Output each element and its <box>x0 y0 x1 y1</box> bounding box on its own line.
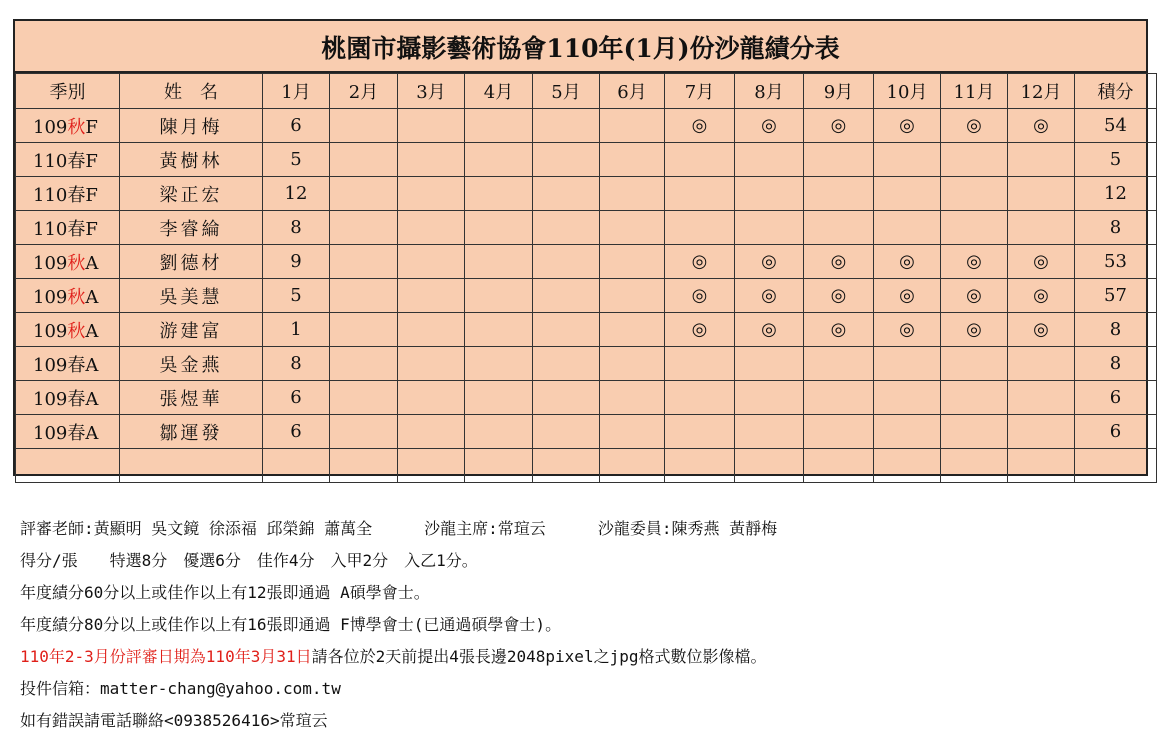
total-score: 57 <box>1075 279 1157 313</box>
member-name: 游建富 <box>120 313 263 347</box>
month-score <box>735 143 804 177</box>
pass-mark: ◎ <box>874 245 941 279</box>
month-score <box>600 313 665 347</box>
deadline-instructions-text: 請各位於2天前提出4張長邊2048pixel之jpg格式數位影像檔。 <box>311 647 767 666</box>
pass-mark: ◎ <box>804 279 874 313</box>
column-header: 4月 <box>465 74 533 109</box>
member-name: 吳美慧 <box>120 279 263 313</box>
column-header: 12月 <box>1008 74 1075 109</box>
column-header: 5月 <box>533 74 600 109</box>
month-score <box>874 211 941 245</box>
month-score <box>398 211 465 245</box>
month-score <box>330 143 398 177</box>
pass-mark: ◎ <box>941 313 1008 347</box>
empty-cell <box>120 449 263 483</box>
month-score <box>600 245 665 279</box>
month-score <box>665 347 735 381</box>
month-score <box>941 415 1008 449</box>
empty-cell <box>735 449 804 483</box>
rule-a-line: 年度績分60分以上或佳作以上有12張即通過 A碩學會士。 <box>20 583 430 602</box>
season-cell <box>16 381 120 415</box>
month-score <box>941 143 1008 177</box>
table-row <box>16 177 1157 211</box>
month-score <box>874 415 941 449</box>
contact-line: 如有錯誤請電話聯絡<0938526416>常瑄云 <box>20 711 328 730</box>
table-row <box>16 313 1157 347</box>
pass-mark: ◎ <box>874 279 941 313</box>
month-score <box>600 347 665 381</box>
table-row <box>16 347 1157 381</box>
season-cell <box>16 245 120 279</box>
season-term: 春 <box>67 218 86 240</box>
month-score <box>804 415 874 449</box>
month-score <box>465 313 533 347</box>
season-year: 109 <box>33 388 68 410</box>
month-score <box>465 109 533 143</box>
month-score: 8 <box>263 347 330 381</box>
season-cell <box>16 279 120 313</box>
judges-text: 評審老師:黃顯明 吳文鏡 徐添福 邱榮錦 蕭萬全 <box>20 519 373 538</box>
season-class: A <box>85 354 99 376</box>
month-score <box>804 143 874 177</box>
month-score <box>330 211 398 245</box>
empty-cell <box>1008 449 1075 483</box>
pass-mark: ◎ <box>941 109 1008 143</box>
month-score <box>533 381 600 415</box>
column-header: 6月 <box>600 74 665 109</box>
table-row <box>16 211 1157 245</box>
deadline-line <box>20 641 1150 673</box>
empty-cell <box>533 449 600 483</box>
member-name: 劉德材 <box>120 245 263 279</box>
season-term: 秋 <box>67 286 86 308</box>
month-score <box>735 415 804 449</box>
month-score <box>465 347 533 381</box>
month-score <box>533 143 600 177</box>
pass-mark: ◎ <box>1008 313 1075 347</box>
column-header: 季別 <box>16 74 120 109</box>
month-score <box>600 211 665 245</box>
season-cell <box>16 109 120 143</box>
month-score <box>330 313 398 347</box>
pass-mark: ◎ <box>735 109 804 143</box>
season-term: 春 <box>67 150 86 172</box>
month-score <box>1008 211 1075 245</box>
month-score <box>465 245 533 279</box>
month-score <box>1008 143 1075 177</box>
month-score <box>600 415 665 449</box>
total-score: 8 <box>1075 211 1157 245</box>
table-row <box>16 245 1157 279</box>
month-score <box>600 381 665 415</box>
pass-mark: ◎ <box>874 109 941 143</box>
empty-cell <box>600 449 665 483</box>
season-year: 109 <box>33 286 68 308</box>
month-score <box>330 381 398 415</box>
month-score <box>600 109 665 143</box>
pass-mark: ◎ <box>665 109 735 143</box>
month-score <box>874 143 941 177</box>
empty-cell <box>263 449 330 483</box>
month-score <box>533 211 600 245</box>
empty-cell <box>398 449 465 483</box>
month-score <box>533 279 600 313</box>
table-row <box>16 143 1157 177</box>
month-score <box>398 415 465 449</box>
season-term: 春 <box>67 388 86 410</box>
month-score <box>665 415 735 449</box>
total-score: 6 <box>1075 381 1157 415</box>
month-score <box>1008 415 1075 449</box>
month-score <box>665 381 735 415</box>
total-score: 5 <box>1075 143 1157 177</box>
month-score <box>600 177 665 211</box>
season-year: 110 <box>33 184 68 206</box>
empty-row <box>16 449 1157 483</box>
season-term: 春 <box>67 184 86 206</box>
total-score: 8 <box>1075 313 1157 347</box>
member-name: 梁正宏 <box>120 177 263 211</box>
month-score <box>330 177 398 211</box>
season-year: 109 <box>33 116 68 138</box>
month-score <box>465 177 533 211</box>
month-score <box>533 245 600 279</box>
column-header: 7月 <box>665 74 735 109</box>
pass-mark: ◎ <box>804 245 874 279</box>
season-term: 秋 <box>67 252 86 274</box>
season-class: F <box>85 184 98 206</box>
month-score <box>874 177 941 211</box>
column-header: 9月 <box>804 74 874 109</box>
season-class: A <box>85 252 99 274</box>
column-header: 積分 <box>1075 74 1157 109</box>
month-score <box>941 177 1008 211</box>
month-score <box>735 381 804 415</box>
column-header: 8月 <box>735 74 804 109</box>
month-score <box>735 177 804 211</box>
season-year: 109 <box>33 252 68 274</box>
pass-mark: ◎ <box>804 313 874 347</box>
month-score <box>465 143 533 177</box>
month-score: 12 <box>263 177 330 211</box>
month-score <box>465 211 533 245</box>
month-score <box>398 313 465 347</box>
score-table <box>15 73 1157 483</box>
deadline-date-text: 110年2-3月份評審日期為110年3月31日 <box>20 647 312 666</box>
pass-mark: ◎ <box>735 245 804 279</box>
season-cell <box>16 177 120 211</box>
pass-mark: ◎ <box>804 109 874 143</box>
table-row <box>16 279 1157 313</box>
column-header: 10月 <box>874 74 941 109</box>
table-header-row <box>16 74 1157 109</box>
member-name: 張煜華 <box>120 381 263 415</box>
chair-text: 沙龍主席:常瑄云 <box>424 519 546 538</box>
month-score <box>330 109 398 143</box>
sheet-title: 桃園市攝影藝術協會110年(1月)份沙龍績分表 <box>15 21 1146 73</box>
season-term: 秋 <box>67 116 86 138</box>
month-score <box>665 177 735 211</box>
member-name: 吳金燕 <box>120 347 263 381</box>
month-score <box>398 381 465 415</box>
month-score <box>465 415 533 449</box>
month-score <box>330 347 398 381</box>
pass-mark: ◎ <box>665 245 735 279</box>
table-row <box>16 415 1157 449</box>
month-score <box>330 415 398 449</box>
month-score <box>874 347 941 381</box>
month-score <box>330 245 398 279</box>
table-row <box>16 109 1157 143</box>
rule-f-line: 年度績分80分以上或佳作以上有16張即通過 F博學會士(已通過碩學會士)。 <box>20 615 562 634</box>
month-score <box>398 143 465 177</box>
season-class: A <box>85 286 99 308</box>
month-score: 5 <box>263 279 330 313</box>
season-class: A <box>85 388 99 410</box>
month-score <box>735 347 804 381</box>
season-class: F <box>85 218 98 240</box>
month-score <box>735 211 804 245</box>
month-score: 6 <box>263 381 330 415</box>
pass-mark: ◎ <box>665 279 735 313</box>
staff-line <box>20 513 1150 545</box>
month-score <box>941 381 1008 415</box>
pass-mark: ◎ <box>1008 245 1075 279</box>
month-score <box>665 211 735 245</box>
notes-section <box>20 513 1150 737</box>
season-term: 春 <box>67 422 86 444</box>
empty-cell <box>874 449 941 483</box>
total-score: 8 <box>1075 347 1157 381</box>
total-score: 6 <box>1075 415 1157 449</box>
pass-mark: ◎ <box>735 279 804 313</box>
month-score <box>874 381 941 415</box>
month-score <box>533 415 600 449</box>
month-score <box>465 381 533 415</box>
pass-mark: ◎ <box>941 279 1008 313</box>
committee-text: 沙龍委員:陳秀燕 黃靜梅 <box>597 519 778 538</box>
total-score: 54 <box>1075 109 1157 143</box>
month-score: 6 <box>263 415 330 449</box>
empty-cell <box>665 449 735 483</box>
month-score <box>533 109 600 143</box>
month-score <box>941 211 1008 245</box>
month-score <box>533 313 600 347</box>
season-class: A <box>85 422 99 444</box>
member-name: 李睿綸 <box>120 211 263 245</box>
month-score: 6 <box>263 109 330 143</box>
empty-cell <box>804 449 874 483</box>
pass-mark: ◎ <box>665 313 735 347</box>
pass-mark: ◎ <box>1008 279 1075 313</box>
month-score <box>398 279 465 313</box>
column-header: 11月 <box>941 74 1008 109</box>
season-term: 秋 <box>67 320 86 342</box>
month-score <box>533 177 600 211</box>
month-score <box>398 245 465 279</box>
empty-cell <box>941 449 1008 483</box>
season-class: A <box>85 320 99 342</box>
season-cell <box>16 415 120 449</box>
pass-mark: ◎ <box>735 313 804 347</box>
month-score <box>804 347 874 381</box>
month-score <box>941 347 1008 381</box>
column-header: 2月 <box>330 74 398 109</box>
column-header: 3月 <box>398 74 465 109</box>
season-year: 109 <box>33 320 68 342</box>
pass-mark: ◎ <box>874 313 941 347</box>
email-line: 投件信箱：matter-chang@yahoo.com.tw <box>20 679 341 698</box>
month-score <box>398 177 465 211</box>
month-score <box>398 347 465 381</box>
season-year: 110 <box>33 150 68 172</box>
month-score <box>600 279 665 313</box>
member-name: 黃樹林 <box>120 143 263 177</box>
month-score <box>804 211 874 245</box>
total-score: 12 <box>1075 177 1157 211</box>
season-year: 110 <box>33 218 68 240</box>
column-header: 1月 <box>263 74 330 109</box>
total-score: 53 <box>1075 245 1157 279</box>
month-score <box>600 143 665 177</box>
season-year: 109 <box>33 354 68 376</box>
score-sheet <box>13 19 1148 476</box>
month-score <box>804 177 874 211</box>
month-score <box>533 347 600 381</box>
month-score <box>665 143 735 177</box>
scoring-line: 得分/張 特選8分 優選6分 佳作4分 入甲2分 入乙1分。 <box>20 551 478 570</box>
month-score <box>330 279 398 313</box>
month-score: 9 <box>263 245 330 279</box>
month-score <box>465 279 533 313</box>
season-year: 109 <box>33 422 68 444</box>
season-class: F <box>85 116 98 138</box>
member-name: 陳月梅 <box>120 109 263 143</box>
empty-cell <box>330 449 398 483</box>
month-score <box>1008 177 1075 211</box>
empty-cell <box>16 449 120 483</box>
season-term: 春 <box>67 354 86 376</box>
pass-mark: ◎ <box>941 245 1008 279</box>
month-score <box>804 381 874 415</box>
season-cell <box>16 211 120 245</box>
season-cell <box>16 313 120 347</box>
pass-mark: ◎ <box>1008 109 1075 143</box>
month-score: 8 <box>263 211 330 245</box>
month-score: 1 <box>263 313 330 347</box>
month-score <box>1008 381 1075 415</box>
table-row <box>16 381 1157 415</box>
empty-cell <box>465 449 533 483</box>
month-score: 5 <box>263 143 330 177</box>
season-class: F <box>85 150 98 172</box>
column-header: 姓 名 <box>120 74 263 109</box>
season-cell <box>16 143 120 177</box>
member-name: 鄒運發 <box>120 415 263 449</box>
month-score <box>1008 347 1075 381</box>
empty-cell <box>1075 449 1157 483</box>
season-cell <box>16 347 120 381</box>
month-score <box>398 109 465 143</box>
